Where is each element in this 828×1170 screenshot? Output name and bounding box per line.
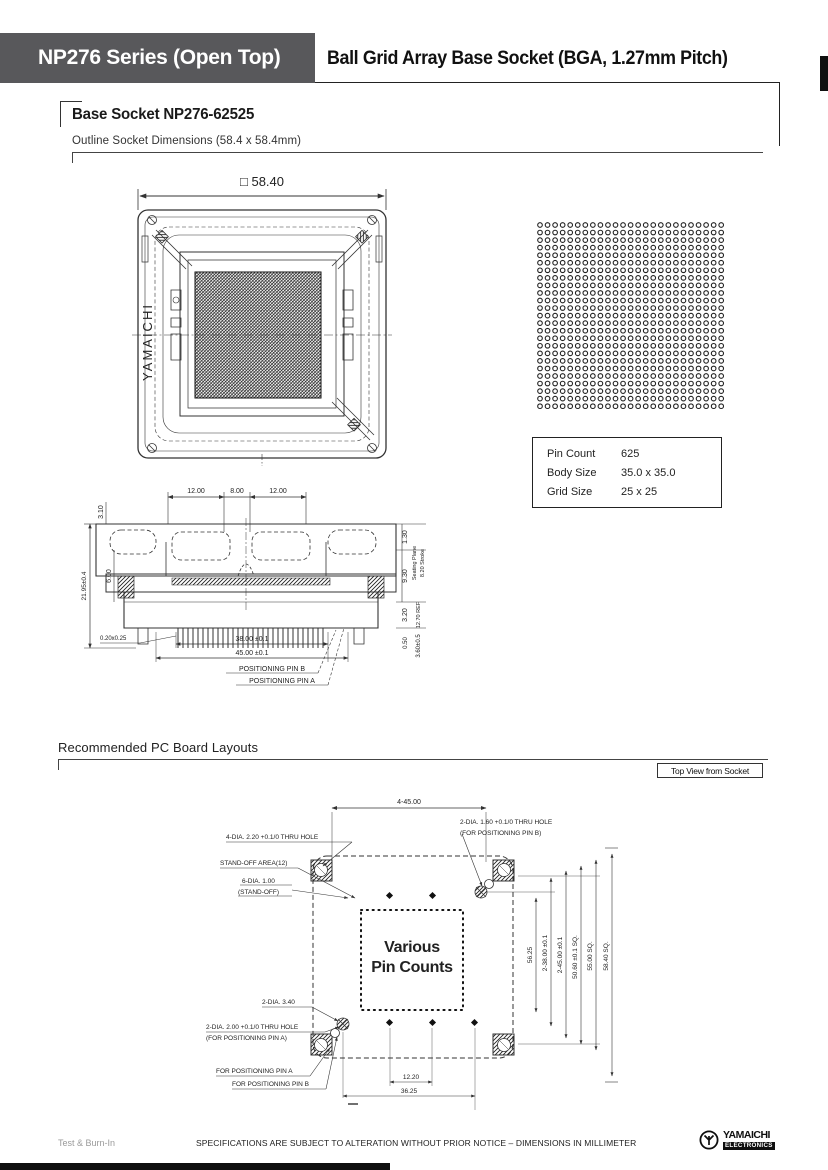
section-title-base-socket: Base Socket NP276-62525 <box>72 106 255 123</box>
dim-label: 21.95±0.4 <box>81 571 88 601</box>
ball-grid-holes <box>538 223 724 409</box>
callout-standoff-line2: (STAND-OFF) <box>238 889 280 896</box>
section-rule-tick <box>72 152 73 163</box>
dim-label: 0.50 <box>403 637 409 649</box>
dim-label: 58.40 SQ. <box>603 941 610 971</box>
socket-top-view-drawing <box>128 172 396 468</box>
socket-side-view-drawing <box>76 478 428 690</box>
section-rule-tick <box>58 759 59 770</box>
callout-standoff-line1: 6-DIA. 1.00 <box>242 878 275 885</box>
callout-positioning-pin-a: POSITIONING PIN A <box>249 678 315 685</box>
brand-name: YAMAICHI <box>723 1129 770 1142</box>
spec-table <box>532 437 722 508</box>
dim-label: 9.30 <box>402 569 409 583</box>
dim-label: 4-45.00 <box>397 799 421 806</box>
molded-brand-text: YAMAICHI <box>140 303 155 381</box>
table-row <box>547 445 721 464</box>
spec-label: Body Size <box>547 467 597 479</box>
dim-label: 0.20x0.25 <box>100 636 127 642</box>
header-rule-step <box>779 82 780 146</box>
yamaichi-logo-icon <box>698 1129 720 1151</box>
callout-positioning-pin-b: POSITIONING PIN B <box>238 666 306 673</box>
footer-disclaimer: SPECIFICATIONS ARE SUBJECT TO ALTERATION WITHOUT PRIOR NOTICE – DIMENSIONS IN MILLIMETER <box>196 1138 637 1148</box>
callout-thru-hole-4: 4-DIA. 2.20 +0.1/0 THRU HOLE <box>226 834 319 841</box>
callout-for-pin-a: FOR POSITIONING PIN A <box>216 1068 293 1075</box>
section-rule <box>58 759 768 760</box>
callout-pin-a-line1: 2-DIA. 2.00 +0.1/0 THRU HOLE <box>206 1024 299 1031</box>
dim-label: 8.20 Stroke <box>420 548 426 578</box>
spec-value: 25 x 25 <box>621 486 658 498</box>
dim-label: 3.20 <box>402 608 409 622</box>
various-pin-counts-line1: Various <box>384 939 440 956</box>
callout-pin-b-line1: 2-DIA. 1.60 +0.1/0 THRU HOLE <box>460 819 553 826</box>
header-rule <box>315 82 780 83</box>
spec-value: 35.0 x 35.0 <box>621 467 676 479</box>
bottom-bar <box>0 1163 390 1170</box>
header-series-bar <box>0 33 315 83</box>
spec-label: Grid Size <box>547 486 593 498</box>
section-title-pc-board: Recommended PC Board Layouts <box>58 740 259 755</box>
dim-label: 3.10 <box>98 505 105 519</box>
callout-pin-b-line2: (FOR POSITIONING PIN B) <box>460 830 542 837</box>
callout-pin-a-line2: (FOR POSITIONING PIN A) <box>206 1035 287 1042</box>
dim-label: 2-38.00 ±0.1 <box>542 934 549 972</box>
dim-label: 12.20 <box>402 1074 420 1081</box>
callout-for-pin-b: FOR POSITIONING PIN B <box>232 1081 309 1088</box>
dim-label: 12.70 REF <box>416 601 422 629</box>
series-title: NP276 Series (Open Top) <box>38 46 281 69</box>
spec-label: Pin Count <box>547 448 596 460</box>
table-row <box>547 483 721 502</box>
bottom-dimension-lines <box>343 1028 475 1110</box>
page-edge-tab <box>820 56 828 91</box>
dim-label: Seating Plane <box>412 545 418 581</box>
title-bracket <box>60 101 82 102</box>
dim-label: 8.00 <box>230 488 244 495</box>
top-view-dim-label: □ 58.40 <box>240 174 284 189</box>
dim-label: 2-45.00 ±0.1 <box>557 936 564 974</box>
section-subtitle-outline: Outline Socket Dimensions (58.4 x 58.4mm) <box>72 135 302 147</box>
top-view-badge: Top View from Socket <box>657 763 763 778</box>
dim-label: 12.00 <box>187 488 205 495</box>
pcb-layout-drawing <box>180 786 632 1122</box>
table-row <box>547 464 721 483</box>
spec-value: 625 <box>621 448 640 460</box>
dim-label: 55.00 SQ. <box>587 941 594 971</box>
callout-standoff-area: STAND-OFF AREA(12) <box>220 860 288 867</box>
section-rule <box>72 152 763 153</box>
dim-label: 45.00 ±0.1 <box>235 650 269 657</box>
dim-label: 56.25 <box>527 946 534 964</box>
dim-label: 38.00 ±0.1 <box>235 636 269 643</box>
ball-grid <box>535 219 727 411</box>
product-title: Ball Grid Array Base Socket (BGA, 1.27mm Pitch) <box>327 48 728 69</box>
callout-dia-340: 2-DIA. 3.40 <box>262 999 295 1006</box>
dim-label: 50.60 ±0.1 SQ. <box>572 935 579 979</box>
dim-label: 12.00 <box>269 488 287 495</box>
dim-label: 6.00 <box>106 569 113 583</box>
dim-label: 36.25 <box>400 1088 418 1095</box>
dim-label: 1.30 <box>402 530 409 544</box>
dim-label: 3.60±0.5 <box>416 634 422 658</box>
brand-subname: ELECTRONICS <box>725 1141 773 1149</box>
footer-category: Test & Burn-In <box>58 1138 116 1148</box>
title-bracket <box>60 101 61 127</box>
various-pin-counts-line2: Pin Counts <box>371 959 453 976</box>
brand-logo <box>698 1129 775 1151</box>
